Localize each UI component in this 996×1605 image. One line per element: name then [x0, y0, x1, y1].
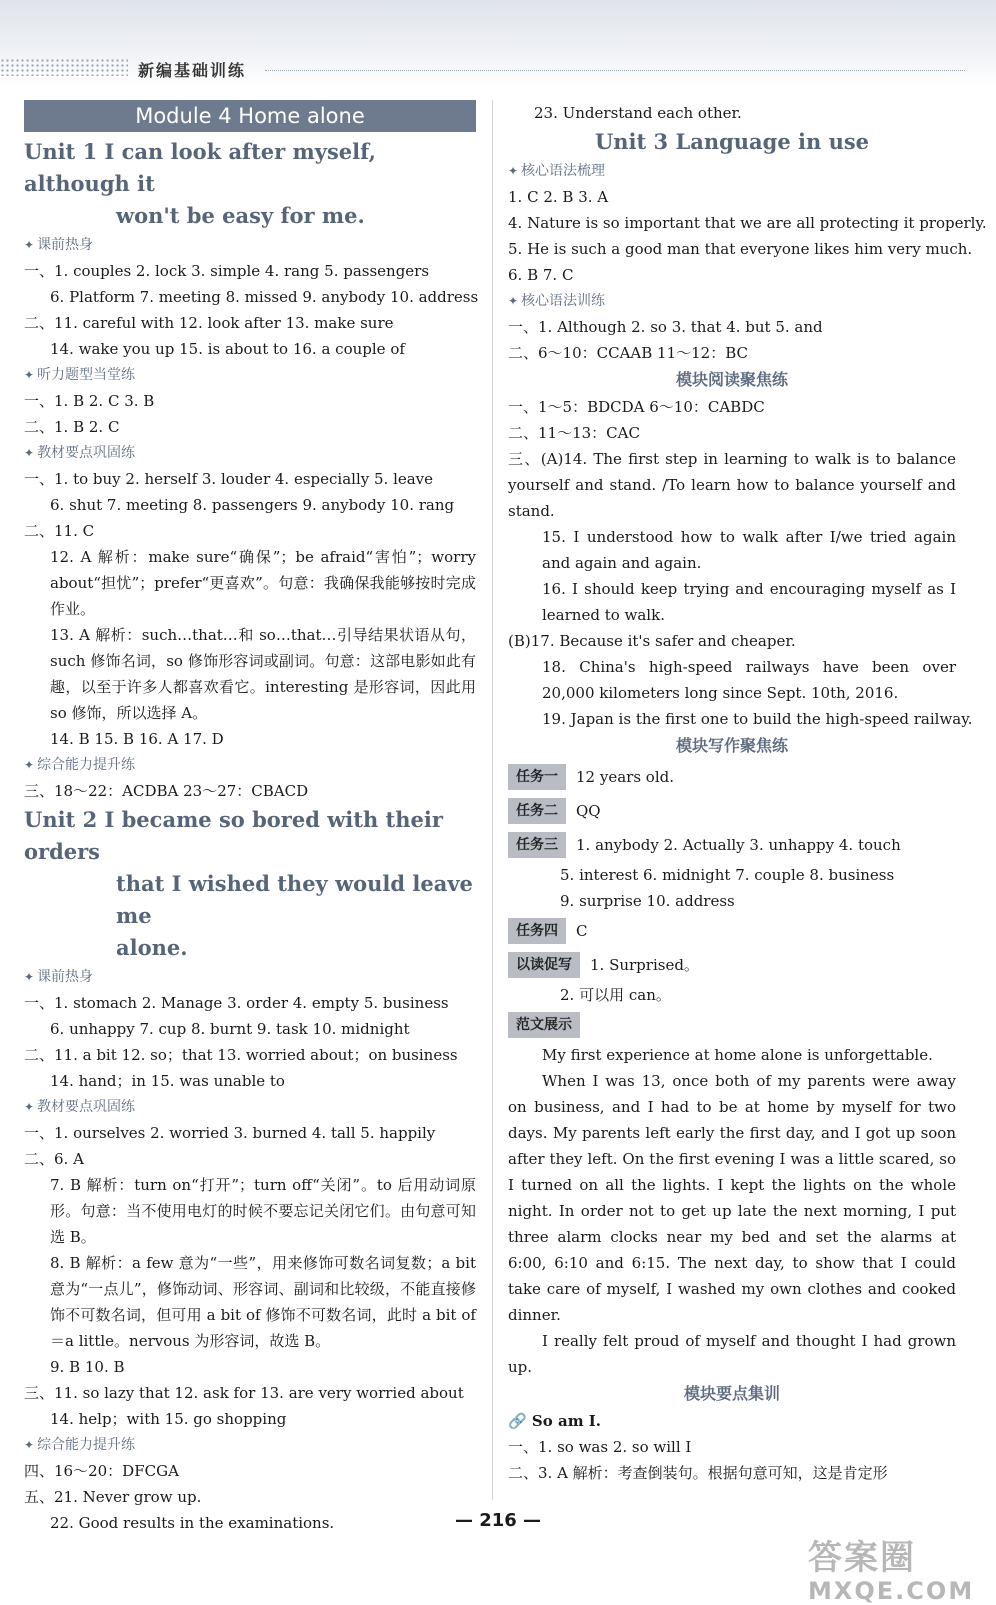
unit1-title	[24, 136, 476, 232]
answer-line: 14. B 15. B 16. A 17. D	[50, 730, 224, 748]
diamond-icon: ✦	[24, 758, 35, 772]
explanation-paragraph: 7. B 解析：turn on“打开”；turn off“关闭”。to 后用动词原形。句意：当不使用电灯的时候不要忘记关闭它们。由句意可知选 B。	[50, 1176, 476, 1246]
essay-paragraph: I really felt proud of myself and thought I had grown up.	[508, 1332, 956, 1376]
answer-line: 二、11. a bit 12. so；that 13. worried about；on business	[24, 1046, 458, 1064]
answer-line: 二、6. A	[24, 1150, 84, 1168]
diamond-icon: ✦	[24, 970, 35, 984]
book-title: 新编基础训练	[138, 61, 247, 80]
module-title: Module 4 Home alone	[24, 100, 476, 132]
diamond-icon: ✦	[508, 294, 519, 308]
answer-line: 5. He is such a good man that everyone likes him very much.	[508, 240, 973, 258]
section-heading: ✦ 核心语法训练	[508, 293, 606, 309]
header-dot-pattern	[0, 58, 128, 76]
task-label: 任务三	[508, 832, 566, 858]
answer-paragraph: 三、(A)14. The first step in learning to walk is to balance yourself and stand. /To learn how to balance yourself and stand.	[508, 450, 956, 520]
task-row	[508, 760, 956, 794]
column-divider	[492, 100, 493, 1500]
key-points-section-heading: 模块要点集训	[683, 1384, 780, 1403]
answer-line: 6. Platform 7. meeting 8. missed 9. anybody 10. address	[50, 288, 479, 306]
section-heading: ✦ 课前热身	[24, 237, 94, 253]
answer-line: 四、16～20：DFCGA	[24, 1462, 179, 1480]
page-number: — 216 —	[454, 1510, 542, 1531]
answer-line: 二、1. B 2. C	[24, 418, 120, 436]
answer-line: 一、1. ourselves 2. worried 3. burned 4. tall 5. happily	[24, 1124, 436, 1142]
answer-line: 二、11. careful with 12. look after 13. make sure	[24, 314, 394, 332]
answer-line: 9. B 10. B	[50, 1358, 125, 1376]
answer-line: 14. hand；in 15. was unable to	[50, 1072, 285, 1090]
answer-line: 三、18～22：ACDBA 23～27：CBACD	[24, 782, 309, 800]
right-column	[508, 100, 987, 1486]
explanation-paragraph: 12. A 解析：make sure“确保”；be afraid“害怕”；worry about“担忧”；prefer“更喜欢”。句意：我确保我能够按时完成作业。	[50, 548, 476, 618]
answer-line: 14. help；with 15. go shopping	[50, 1410, 287, 1428]
unit2-title-line3: alone.	[116, 935, 188, 960]
answer-paragraph: 15. I understood how to walk after I/we tried again and again and again.	[542, 528, 956, 572]
diamond-icon: ✦	[24, 368, 35, 382]
diamond-icon: ✦	[508, 164, 519, 178]
answer-line: 二、6～10：CCAAB 11～12：BC	[508, 344, 748, 362]
diamond-icon: ✦	[24, 1438, 35, 1452]
section-heading: ✦ 核心语法梳理	[508, 163, 606, 179]
answer-line: 一、1. couples 2. lock 3. simple 4. rang 5. passengers	[24, 262, 430, 280]
section-heading: ✦ 课前热身	[24, 969, 94, 985]
answer-line: 一、1. stomach 2. Manage 3. order 4. empty 5. business	[24, 994, 449, 1012]
grammar-point-heading: 🔗 So am I.	[508, 1412, 602, 1430]
answer-line: 二、11. C	[24, 522, 95, 540]
answer-line: 23. Understand each other.	[534, 104, 742, 122]
section-heading: ✦ 听力题型当堂练	[24, 367, 136, 383]
task-answer: 12 years old.	[576, 768, 674, 786]
answer-line: 4. Nature is so important that we are all protecting it properly.	[508, 214, 987, 232]
task-row	[508, 1008, 956, 1042]
task-answer: QQ	[576, 802, 601, 820]
essay-paragraph: When I was 13, once both of my parents were away on business, and I had to be at home by myself for two days. My parents left early the first day, and I got up soon after they left. On the first evening I was a little scared, so I turned on all the lights. I kept the lights on the whole night. In order not to get up late the next morning, I put three alarm clocks near my bed and set the alarms at 6:00, 6:10 and 6:15. The next day, to show that I could take care of myself, I washed my own clothes and cooked dinner.	[508, 1072, 956, 1324]
link-icon: 🔗	[508, 1412, 527, 1430]
task-label: 任务四	[508, 918, 566, 944]
diamond-icon: ✦	[24, 446, 35, 460]
section-heading: ✦ 教材要点巩固练	[24, 1099, 136, 1115]
diamond-icon: ✦	[24, 238, 35, 252]
answer-paragraph: 18. China's high-speed railways have been over 20,000 kilometers long since Sept. 10th, 2016.	[542, 658, 956, 702]
answer-line: 一、1. to buy 2. herself 3. louder 4. especially 5. leave	[24, 470, 434, 488]
answer-line: 二、3. A 解析：考查倒装句。根据句意可知，这是肯定形	[508, 1464, 888, 1482]
answer-line: (B)17. Because it's safer and cheaper.	[508, 632, 796, 650]
task-answer: C	[576, 922, 588, 940]
explanation-paragraph: 13. A 解析：such…that…和 so…that…引导结果状语从句，such 修饰名词，so 修饰形容词或副词。句意：这部电影如此有趣，以至于许多人都喜欢看它。interesting 是形容词，因此用 so 修饰，所以选择 A。	[50, 626, 476, 722]
answer-line: 1. C 2. B 3. A	[508, 188, 609, 206]
answer-line: 6. shut 7. meeting 8. passengers 9. anybody 10. rang	[50, 496, 455, 514]
unit2-title-line2: that I wished they would leave me	[116, 871, 473, 928]
explanation-paragraph: 8. B 解析：a few 意为“一些”，用来修饰可数名词复数；a bit 意为“一点儿”，修饰动词、形容词、副词和比较级，不能直接修饰不可数名词，但可用 a bit of 修饰不可数名词，此时 a bit of＝a little。nervous 为形容词，故选 B。	[50, 1254, 476, 1350]
answer-line: 一、1. Although 2. so 3. that 4. but 5. and	[508, 318, 823, 336]
answer-line: 14. wake you up 15. is about to 16. a couple of	[50, 340, 405, 358]
unit2-title-line1: Unit 2 I became so bored with their orders	[24, 807, 443, 864]
task-row	[508, 828, 956, 862]
answer-line: 22. Good results in the examinations.	[50, 1514, 335, 1532]
task-label: 以读促写	[508, 952, 580, 978]
watermark-logo: 答案圈 MXQE.COM	[808, 1538, 975, 1605]
answer-line: 6. B 7. C	[508, 266, 574, 284]
answer-line: 一、1～5：BDCDA 6～10：CABDC	[508, 398, 765, 416]
task-row	[508, 794, 956, 828]
task-label: 任务一	[508, 764, 566, 790]
task-label: 范文展示	[508, 1012, 580, 1038]
answer-line: 9. surprise 10. address	[560, 892, 735, 910]
unit1-title-line1: Unit 1 I can look after myself, although it	[24, 139, 376, 196]
answer-line: 二、11～13：CAC	[508, 424, 640, 442]
answer-line: 2. 可以用 can。	[560, 986, 671, 1004]
header-dotted-line	[265, 70, 965, 71]
essay-paragraph: My first experience at home alone is unforgettable.	[542, 1046, 933, 1064]
answer-paragraph: 16. I should keep trying and encouraging myself as I learned to walk.	[542, 580, 956, 624]
task-answer: 1. Surprised。	[590, 956, 699, 974]
answer-line: 19. Japan is the first one to build the high-speed railway.	[542, 710, 973, 728]
unit1-title-line2: won't be easy for me.	[116, 203, 365, 228]
answer-line: 6. unhappy 7. cup 8. burnt 9. task 10. midnight	[50, 1020, 410, 1038]
section-heading: ✦ 综合能力提升练	[24, 757, 136, 773]
unit3-title: Unit 3 Language in use	[594, 129, 870, 154]
task-row	[508, 948, 956, 982]
answer-line: 一、1. so was 2. so will I	[508, 1438, 692, 1456]
task-row	[508, 914, 956, 948]
task-label: 任务二	[508, 798, 566, 824]
answer-line: 一、1. B 2. C 3. B	[24, 392, 155, 410]
writing-section-heading: 模块写作聚焦练	[675, 736, 788, 755]
answer-line: 三、11. so lazy that 12. ask for 13. are very worried about	[24, 1384, 464, 1402]
reading-section-heading: 模块阅读聚焦练	[675, 370, 788, 389]
answer-line: 5. interest 6. midnight 7. couple 8. business	[560, 866, 895, 884]
task-answer: 1. anybody 2. Actually 3. unhappy 4. touch	[576, 836, 901, 854]
section-heading: ✦ 教材要点巩固练	[24, 445, 136, 461]
diamond-icon: ✦	[24, 1100, 35, 1114]
answer-line: 五、21. Never grow up.	[24, 1488, 202, 1506]
unit2-title	[24, 804, 476, 964]
left-column	[24, 100, 479, 1536]
section-heading: ✦ 综合能力提升练	[24, 1437, 136, 1453]
